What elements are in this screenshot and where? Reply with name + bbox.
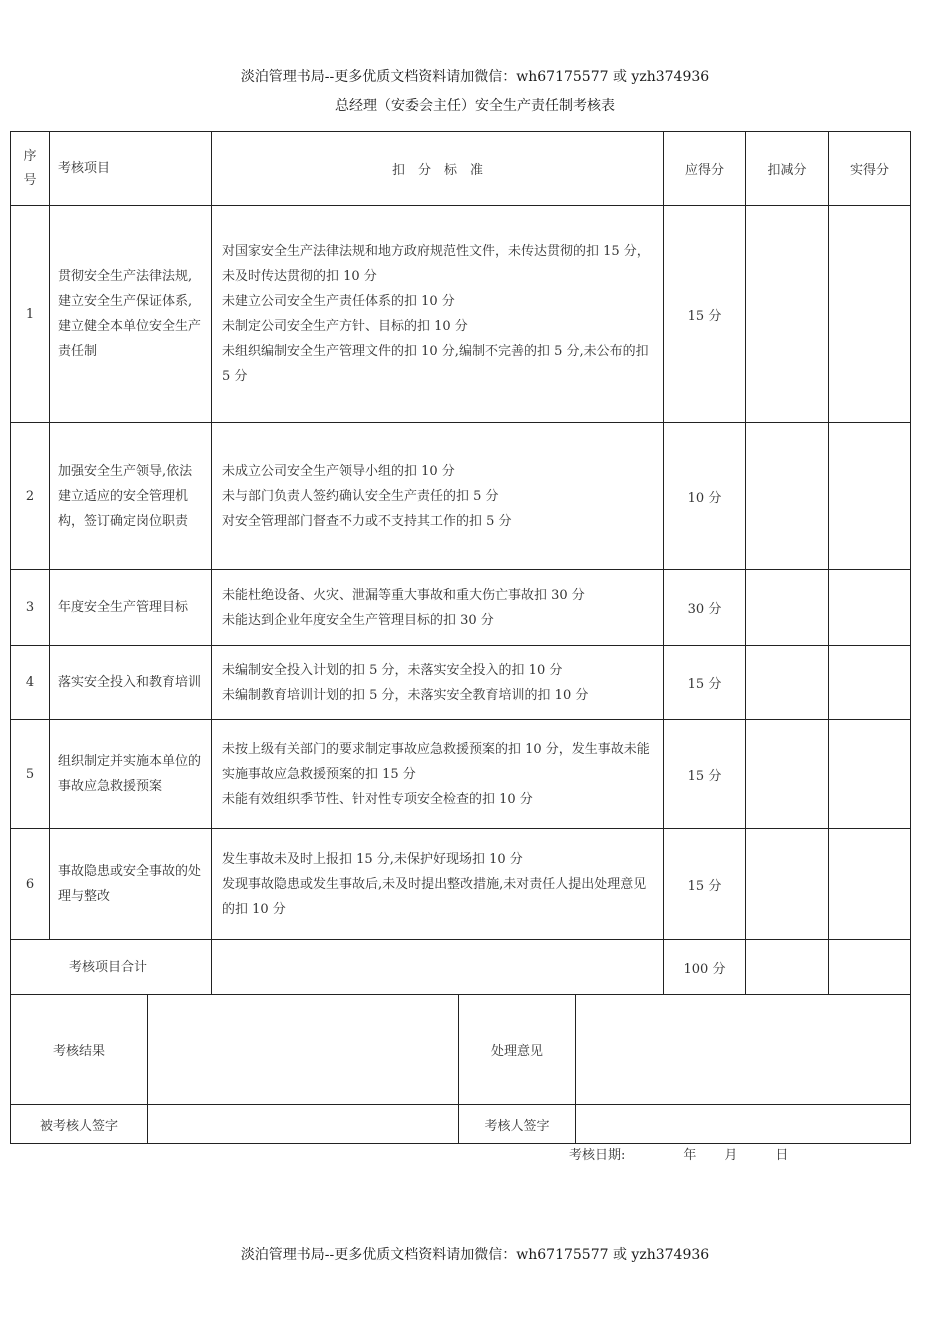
criteria-line: 未建立公司安全生产责任体系的扣 10 分 xyxy=(222,294,455,309)
row-due-score: 15 分 xyxy=(664,829,746,940)
row-criteria xyxy=(212,570,664,646)
header-actual-score: 实得分 xyxy=(829,132,911,206)
total-row xyxy=(11,940,911,995)
row-seq: 1 xyxy=(11,206,50,423)
total-label: 考核项目合计 xyxy=(11,940,212,995)
row-criteria xyxy=(212,720,664,829)
signature-table xyxy=(10,994,911,1144)
date-year: 年 xyxy=(683,1148,697,1163)
table-row xyxy=(11,646,911,720)
date-label: 考核日期: xyxy=(569,1148,626,1163)
row-item: 加强安全生产领导,依法建立适应的安全管理机构，签订确定岗位职责 xyxy=(50,423,212,570)
row-actual-cell[interactable] xyxy=(829,423,911,570)
date-month: 月 xyxy=(724,1148,738,1163)
criteria-line: 未成立公司安全生产领导小组的扣 10 分 xyxy=(222,463,455,479)
row-seq: 3 xyxy=(11,570,50,646)
header-criteria: 扣 分 标 准 xyxy=(212,132,664,206)
total-actual-cell[interactable] xyxy=(829,940,911,995)
criteria-line: 未制定公司安全生产方针、目标的扣 10 分 xyxy=(222,319,468,334)
table-row xyxy=(11,423,911,570)
row-due-score: 30 分 xyxy=(664,570,746,646)
row-actual-cell[interactable] xyxy=(829,570,911,646)
footer-watermark: 淡泊管理书局--更多优质文档资料请加微信：wh67175577 或 yzh374936 xyxy=(240,1247,710,1263)
row-criteria xyxy=(212,646,664,720)
total-deduct-cell[interactable] xyxy=(746,940,829,995)
page-title: 总经理（安委会主任）安全生产责任制考核表 xyxy=(335,98,615,114)
row-seq: 5 xyxy=(11,720,50,829)
row-seq: 6 xyxy=(11,829,50,940)
examinee-signature-field[interactable] xyxy=(148,1105,459,1144)
table-row xyxy=(11,829,911,940)
header-deduct-score: 扣减分 xyxy=(746,132,829,206)
row-seq: 4 xyxy=(11,646,50,720)
header-due-score: 应得分 xyxy=(664,132,746,206)
examiner-signature-label: 考核人签字 xyxy=(459,1105,576,1144)
table-row xyxy=(11,720,911,829)
row-item: 年度安全生产管理目标 xyxy=(50,570,212,646)
row-criteria xyxy=(212,829,664,940)
header-seq xyxy=(11,132,50,206)
opinion-field[interactable] xyxy=(576,995,911,1105)
date-day: 日 xyxy=(775,1148,789,1163)
row-actual-cell[interactable] xyxy=(829,720,911,829)
criteria-line: 未编制教育培训计划的扣 5 分，未落实安全教育培训的扣 10 分 xyxy=(222,687,589,703)
criteria-line: 对安全管理部门督查不力或不支持其工作的扣 5 分 xyxy=(222,513,512,529)
examiner-signature-field[interactable] xyxy=(576,1105,911,1144)
row-due-score: 15 分 xyxy=(664,206,746,423)
result-field[interactable] xyxy=(148,995,459,1105)
table-row xyxy=(11,570,911,646)
criteria-line: 发生事故未及时上报扣 15 分,未保护好现场扣 10 分 xyxy=(222,851,523,867)
header-watermark: 淡泊管理书局--更多优质文档资料请加微信：wh67175577 或 yzh374936 xyxy=(240,69,710,85)
row-actual-cell[interactable] xyxy=(829,829,911,940)
table-row xyxy=(11,206,911,423)
criteria-line: 未能有效组织季节性、针对性专项安全检查的扣 10 分 xyxy=(222,791,533,807)
header-item: 考核项目 xyxy=(50,132,212,206)
row-due-score: 15 分 xyxy=(664,646,746,720)
signature-row xyxy=(11,1105,911,1144)
row-seq: 2 xyxy=(11,423,50,570)
criteria-line: 发现事故隐患或发生事故后,未及时提出整改措施,未对责任人提出处理意见的扣 10 分 xyxy=(222,876,647,917)
header-seq-line1: 序 xyxy=(23,148,37,164)
row-due-score: 15 分 xyxy=(664,720,746,829)
table-header-row xyxy=(11,132,911,206)
criteria-line: 未与部门负责人签约确认安全生产责任的扣 5 分 xyxy=(222,488,499,504)
row-criteria xyxy=(212,423,664,570)
row-actual-cell[interactable] xyxy=(829,646,911,720)
row-item: 组织制定并实施本单位的事故应急救援预案 xyxy=(50,720,212,829)
assessment-date xyxy=(569,1146,788,1166)
row-due-score: 10 分 xyxy=(664,423,746,570)
criteria-line: 未能杜绝设备、火灾、泄漏等重大事故和重大伤亡事故扣 30 分 xyxy=(222,587,585,603)
row-deduct-cell[interactable] xyxy=(746,829,829,940)
header-seq-line2: 号 xyxy=(23,172,37,188)
row-item: 贯彻安全生产法律法规,建立安全生产保证体系,建立健全本单位安全生产责任制 xyxy=(50,206,212,423)
row-criteria xyxy=(212,206,664,423)
criteria-line: 未按上级有关部门的要求制定事故应急救援预案的扣 10 分，发生事故未能实施事故应急救援预案的扣 15 分 xyxy=(222,741,650,782)
row-deduct-cell[interactable] xyxy=(746,423,829,570)
row-deduct-cell[interactable] xyxy=(746,720,829,829)
criteria-line: 未能达到企业年度安全生产管理目标的扣 30 分 xyxy=(222,612,494,628)
result-row xyxy=(11,995,911,1105)
assessment-table xyxy=(10,131,911,995)
total-due-score: 100 分 xyxy=(664,940,746,995)
criteria-line: 未编制安全投入计划的扣 5 分，未落实安全投入的扣 10 分 xyxy=(222,662,563,678)
row-item: 事故隐患或安全事故的处理与整改 xyxy=(50,829,212,940)
row-deduct-cell[interactable] xyxy=(746,206,829,423)
criteria-line: 对国家安全生产法律法规和地方政府规范性文件，未传达贯彻的扣 15 分，未及时传达贯彻的扣 10 分 xyxy=(222,244,650,284)
opinion-label: 处理意见 xyxy=(459,995,576,1105)
row-item: 落实安全投入和教育培训 xyxy=(50,646,212,720)
result-label: 考核结果 xyxy=(11,995,148,1105)
criteria-line: 未组织编制安全生产管理文件的扣 10 分,编制不完善的扣 5 分,未公布的扣 5 分 xyxy=(222,344,649,384)
examinee-signature-label: 被考核人签字 xyxy=(11,1105,148,1144)
total-criteria-cell xyxy=(212,940,664,995)
row-actual-cell[interactable] xyxy=(829,206,911,423)
row-deduct-cell[interactable] xyxy=(746,646,829,720)
row-deduct-cell[interactable] xyxy=(746,570,829,646)
